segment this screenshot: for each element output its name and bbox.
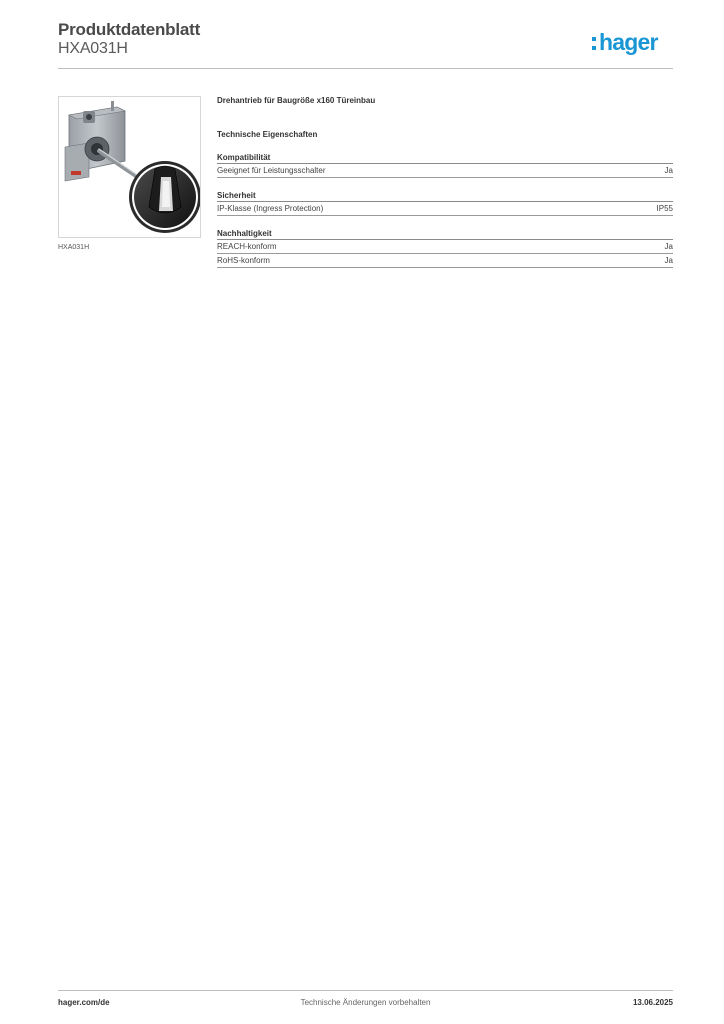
footer-notice: Technische Änderungen vorbehalten	[300, 998, 431, 1007]
spec-value: Ja	[664, 242, 673, 251]
group-title: Nachhaltigkeit	[217, 228, 673, 240]
spec-value: Ja	[664, 256, 673, 265]
spec-label: RoHS-konform	[217, 256, 270, 265]
logo-text: hager	[599, 29, 658, 55]
group-safety	[217, 190, 673, 216]
technical-data	[217, 96, 673, 268]
product-image	[58, 96, 201, 238]
hager-logo	[591, 28, 673, 58]
product-description: Drehantrieb für Baugröße x160 Türeinbau	[217, 96, 376, 105]
spec-label: REACH-konform	[217, 242, 277, 251]
group-title: Kompatibilität	[217, 152, 673, 164]
spec-row	[217, 164, 673, 178]
spec-row	[217, 254, 673, 268]
spec-value: IP55	[656, 204, 673, 213]
product-code: HXA031H	[58, 40, 128, 57]
document-header	[58, 20, 673, 68]
header-divider	[58, 68, 673, 69]
footer-divider	[58, 990, 673, 991]
rotary-handle-drive-illustration	[59, 97, 200, 237]
image-caption: HXA031H	[58, 244, 90, 251]
group-title: Sicherheit	[217, 190, 673, 202]
spec-row	[217, 240, 673, 254]
footer-date: 13.06.2025	[632, 998, 673, 1007]
document-footer	[58, 998, 673, 1010]
footer-website-link[interactable]: hager.com/de	[58, 998, 110, 1007]
section-heading: Technische Eigenschaften	[217, 130, 318, 139]
document-title: Produktdatenblatt	[58, 20, 201, 39]
spec-label: Geeignet für Leistungsschalter	[217, 166, 326, 175]
spec-value: Ja	[664, 166, 673, 175]
spec-label: IP-Klasse (Ingress Protection)	[217, 204, 324, 213]
spec-row	[217, 202, 673, 216]
group-compatibility	[217, 152, 673, 178]
group-sustainability	[217, 228, 673, 268]
